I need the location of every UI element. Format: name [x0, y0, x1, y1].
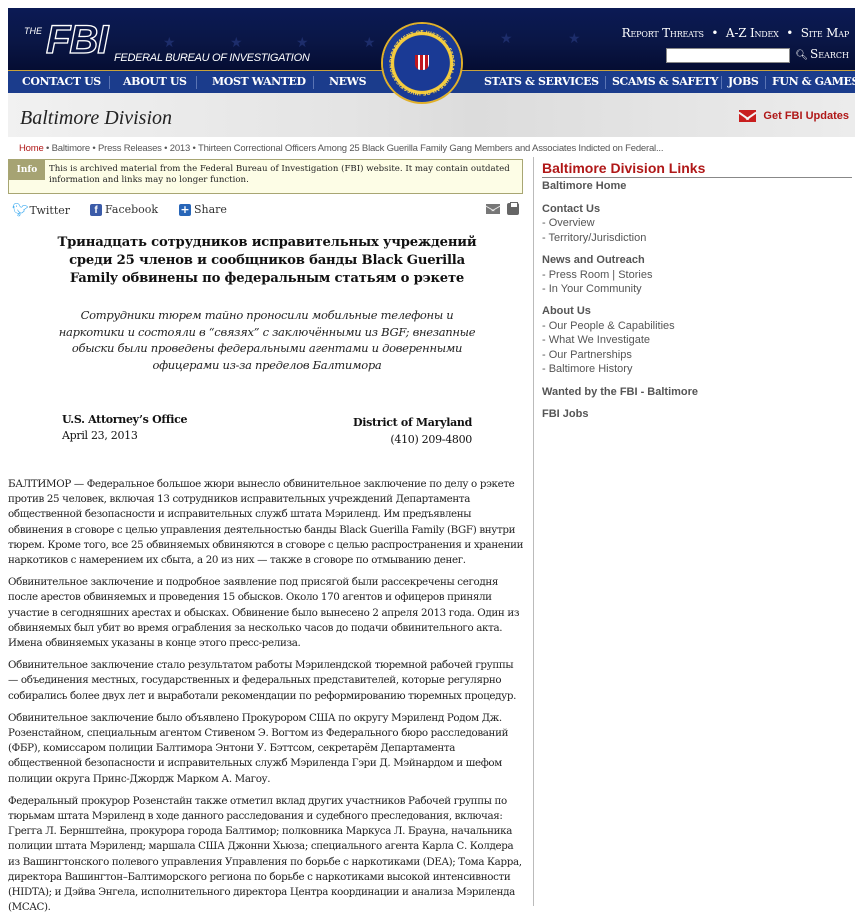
breadcrumb-home[interactable]: Home: [19, 143, 44, 154]
sidebar: [533, 157, 855, 906]
breadcrumb-current: Thirteen Correctional Officers Among 25 Black Guerilla Family Gang Members and Associates Indicted on Federal...: [197, 143, 664, 154]
seal-shield-icon: [415, 50, 429, 70]
print-icon[interactable]: [507, 203, 519, 215]
breadcrumb-separator: •: [92, 143, 96, 154]
facebook-icon: f: [90, 204, 102, 216]
share-bar: [12, 203, 522, 219]
contact-phone: (410) 209-4800: [390, 433, 472, 446]
twitter-icon: 🐦︎: [12, 203, 29, 218]
breadcrumb-baltimore[interactable]: Baltimore: [51, 143, 90, 154]
sidebar-link-contact-us[interactable]: Contact Us: [542, 203, 601, 215]
sidebar-link-baltimore-home[interactable]: Baltimore Home: [542, 180, 627, 192]
star-decoration: ★: [568, 31, 581, 47]
breadcrumb-separator: •: [164, 143, 168, 154]
email-updates-icon: [739, 110, 756, 122]
article-title: Тринадцать сотрудников исправительных учреждений среди 25 членов и сообщников банды Black Guerilla Family обвинены по федеральным статьям о рэкете: [57, 235, 477, 286]
logo-subtitle: FEDERAL BUREAU OF INVESTIGATION: [114, 52, 310, 64]
star-decoration: ★: [230, 35, 243, 51]
fbi-seal[interactable]: [383, 24, 461, 102]
az-index-link[interactable]: A-Z Index: [725, 26, 779, 40]
release-info: [62, 413, 472, 449]
star-decoration: ★: [163, 35, 176, 51]
star-decoration: ★: [500, 31, 513, 47]
sidebar-link-territory[interactable]: - Territory/Jurisdiction: [542, 232, 647, 244]
email-icon[interactable]: [486, 204, 500, 214]
sidebar-link-community[interactable]: - In Your Community: [542, 283, 642, 295]
nav-divider: [313, 76, 314, 89]
article-paragraph: БАЛТИМОР — Федеральное большое жюри вынесло обвинительное заключение по делу о рэкете против 25 человек, включая 13 сотрудников исправительных учреждений Департамента общественной безопасности и исправительных служб штата Мэриленд. Им предъявлены обвинения в сговоре с целью управления деятельностью банды Black Guerilla Family (BGF) внутри тюрем. Кроме того, все 25 обвиняемых обвиняются в сговоре с целью распространения и хранении наркотиков с намерением их сбыта, а 20 из них — также в сговоре по отмыванию денег.: [8, 478, 524, 567]
sidebar-link-news-outreach[interactable]: News and Outreach: [542, 254, 645, 266]
sidebar-link-people[interactable]: - Our People & Capabilities: [542, 320, 675, 332]
twitter-share-button[interactable]: [12, 203, 70, 218]
nav-news[interactable]: NEWS: [329, 75, 367, 88]
sidebar-link-jobs[interactable]: FBI Jobs: [542, 408, 589, 420]
logo-fbi-text: FBI: [46, 18, 108, 62]
share-button[interactable]: [179, 203, 227, 216]
sidebar-link-investigate[interactable]: - What We Investigate: [542, 334, 651, 346]
star-decoration: ★: [363, 35, 376, 51]
article-paragraph: Федеральный прокурор Розенстайн также отметил вклад других участников Рабочей группы по тюрьмам штата Мэриленд в ходе данного расследования и судебного преследования, включая: Грегга Л. Бернштейна, прокурора города Балтимор; полковника Маркуса Л. Брауна, начальника полиции штата Мэриленд; маршала США Джонни Хьюза; специального агента Карла С. Колдера из Вашингтонского полевого управления Управления по борьбе с наркотиками (DEA); Тома Карра, директора Вашингтон–Балтиморского региона по борьбе с наркотиками высокой интенсивности (HIDTA); и Дэйва Энгела, исполнительного директора Центра координации и анализа Мэриленда (MCAC).: [8, 794, 522, 914]
search-input[interactable]: [666, 48, 790, 63]
separator-dot: •: [711, 26, 719, 40]
nav-scams-safety[interactable]: SCAMS & SAFETY: [612, 75, 719, 88]
site-map-link[interactable]: Site Map: [800, 26, 849, 40]
nav-contact-us[interactable]: CONTACT US: [22, 75, 101, 88]
facebook-label: Facebook: [105, 203, 159, 216]
article-paragraph: Обвинительное заключение и подробное заявление под присягой были рассекречены сегодня после арестов обвиняемых и проведения 15 обысков. Около 170 агентов и офицеров приняли участие в сегодняшних арестах и обысках. Обвинение было вынесено 2 апреля 2013 года. Один из обвиняемых был убит во время ограбления за несколько часов до подачи обвинительного акта. Имена обвиняемых указаны в конце этого пресс-релиза.: [8, 576, 520, 650]
archive-notice: [8, 159, 523, 194]
facebook-share-button[interactable]: [90, 203, 158, 216]
article-paragraph: Обвинительное заключение было объявлено Прокурором США по округу Мэриленд Родом Дж. Розенстайном, специальным агентом Стивеном Э. Вогтом из Федерального бюро расследований (ФБР), комиссаром полиции Балтимора Энтони У. Бэттсом, секретарём Департамента общественной безопасности и исправительных служб Мэриленда Гэри Д. Мэйнардом и шефом полиции округа Принс-Джордж Марком А. Магоу.: [8, 711, 509, 785]
utility-links: [622, 26, 849, 40]
nav-divider: [765, 76, 766, 89]
sidebar-link-partnerships[interactable]: - Our Partnerships: [542, 349, 632, 361]
separator-dot: •: [786, 26, 794, 40]
star-decoration: ★: [296, 35, 309, 51]
article-body: [8, 477, 524, 922]
archive-notice-text: This is archived material from the Federal Bureau of Investigation (FBI) website. It may contain outdated information and links may no longer function.: [49, 164, 510, 185]
plus-icon: +: [180, 202, 190, 216]
nav-divider: [196, 76, 197, 89]
district-name: District of Maryland: [353, 416, 472, 429]
sidebar-link-wanted[interactable]: Wanted by the FBI - Baltimore: [542, 386, 699, 398]
breadcrumb-press-releases[interactable]: Press Releases: [97, 143, 162, 154]
share-label: Share: [194, 203, 227, 216]
nav-divider: [721, 76, 722, 89]
twitter-label: Twitter: [29, 204, 71, 217]
sidebar-title: Baltimore Division Links: [542, 160, 852, 178]
nav-jobs[interactable]: JOBS: [728, 75, 759, 88]
division-title: Baltimore Division: [20, 107, 173, 129]
article-subtitle: Сотрудники тюрем тайно проносили мобильные телефоны и наркотики и состояли в “связях” с заключёнными из BGF; внезапные обыски были проведены федеральными агентами и доверенными офицерами из-за пределов Балтимора: [58, 308, 476, 372]
breadcrumb-separator: •: [46, 143, 50, 154]
get-updates-link[interactable]: [739, 110, 849, 122]
sidebar-link-about-us[interactable]: About Us: [542, 305, 591, 317]
breadcrumb-year[interactable]: 2013: [169, 143, 191, 154]
sidebar-link-overview[interactable]: - Overview: [542, 217, 595, 229]
search-button[interactable]: [795, 47, 849, 61]
logo-the-text: THE: [24, 26, 42, 36]
info-tag: Info: [9, 160, 45, 180]
breadcrumb-separator: •: [192, 143, 196, 154]
nav-stats-services[interactable]: STATS & SERVICES: [484, 75, 599, 88]
search-button-label: Search: [810, 47, 849, 61]
office-name: U.S. Attorney’s Office: [62, 413, 188, 426]
nav-most-wanted[interactable]: MOST WANTED: [212, 75, 306, 88]
nav-about-us[interactable]: ABOUT US: [123, 75, 187, 88]
report-threats-link[interactable]: Report Threats: [621, 26, 704, 40]
sidebar-link-press-room[interactable]: - Press Room | Stories: [542, 269, 653, 281]
get-updates-label: Get FBI Updates: [763, 110, 849, 122]
nav-divider: [109, 76, 110, 89]
svg-text:DEPARTMENT OF JUSTICE · FEDERA: DEPARTMENT OF JUSTICE · FEDERAL BUREAU OF INVESTIGATION: [388, 29, 456, 97]
breadcrumb: [19, 143, 663, 154]
article-paragraph: Обвинительное заключение стало результатом работы Мэрилендской тюремной рабочей группы — объединения местных, государственных и федеральных представителей, которые регулярно собирались более двух лет и выработали рекомендации по реформированию тюремных процедур.: [8, 659, 517, 702]
release-date: April 23, 2013: [62, 429, 138, 442]
nav-divider: [605, 76, 606, 89]
search-icon: 🔍︎: [795, 50, 809, 61]
sidebar-link-history[interactable]: - Baltimore History: [542, 363, 633, 375]
nav-fun-games[interactable]: FUN & GAMES: [772, 75, 860, 88]
